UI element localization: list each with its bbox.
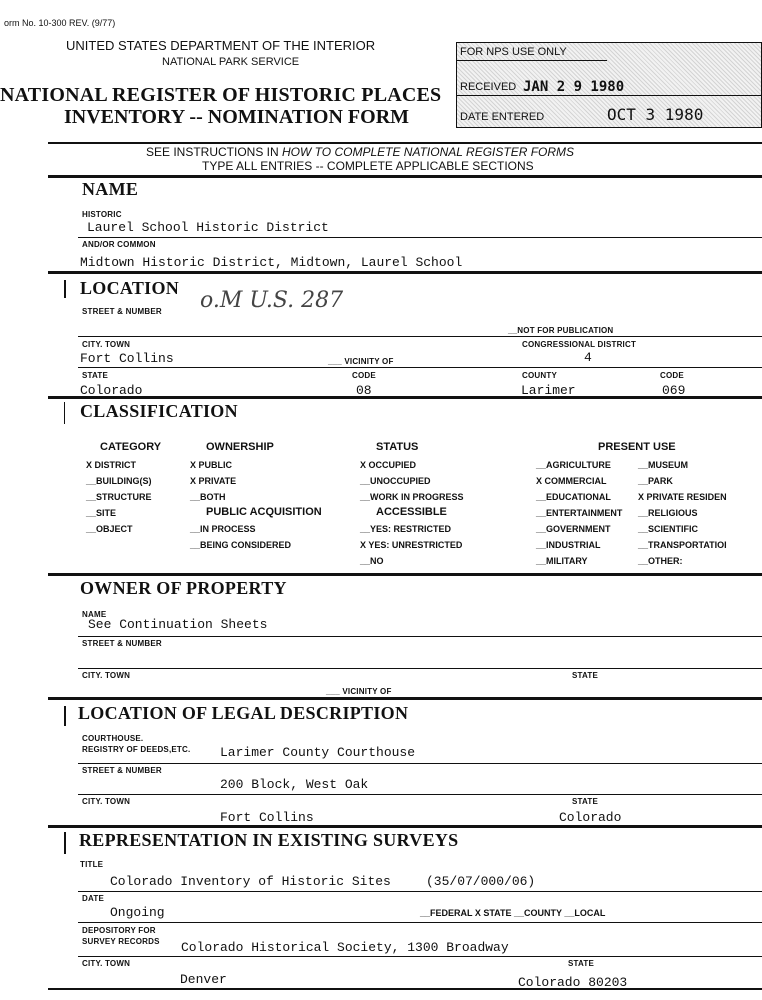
survey-date-field: Ongoing (110, 905, 165, 920)
depository-label-1: DEPOSITORY FOR (82, 926, 156, 935)
category-site: __SITE (86, 508, 117, 518)
owner-street-label: STREET & NUMBER (82, 639, 162, 648)
ownership-heading: OWNERSHIP (206, 441, 274, 453)
form-title-line2: INVENTORY -- NOMINATION FORM (64, 106, 410, 128)
use-park: __PARK (638, 476, 673, 486)
ownership-public: X PUBLIC (190, 460, 233, 470)
use-educational: __EDUCATIONAL (536, 492, 611, 502)
public-acquisition-heading: PUBLIC ACQUISITION (206, 506, 322, 518)
received-label: RECEIVED (460, 81, 517, 93)
legal-city-field: Fort Collins (220, 810, 314, 825)
owner-name-label: NAME (82, 610, 107, 619)
legal-state-label: STATE (572, 797, 599, 806)
survey-city-field: Denver (180, 972, 227, 987)
category-structure: __STRUCTURE (86, 492, 152, 502)
depository-field: Colorado Historical Society, 1300 Broadway (181, 940, 509, 955)
service-name: NATIONAL PARK SERVICE (162, 56, 300, 68)
owner-state-label: STATE (572, 671, 599, 680)
category-buildings: __BUILDING(S) (86, 476, 152, 486)
use-transportation: __TRANSPORTATIOI (638, 540, 727, 550)
ownership-private: X PRIVATE (190, 476, 237, 486)
classification-heading: CLASSIFICATION (80, 401, 238, 421)
instructions-line1: SEE INSTRUCTIONS IN HOW TO COMPLETE NATIONAL REGISTER FORMS (146, 145, 575, 159)
location-heading: LOCATION (80, 278, 180, 298)
use-scientific: __SCIENTIFIC (638, 524, 699, 534)
survey-title-label: TITLE (80, 860, 104, 869)
state-code-field: 08 (356, 383, 372, 398)
accessible-no: __NO (360, 556, 384, 566)
date-entered-stamp: OCT 3 1980 (607, 105, 704, 124)
state-field: Colorado (80, 383, 143, 398)
survey-title-field: Colorado Inventory of Historic Sites (110, 874, 391, 889)
courthouse-label: COURTHOUSE. (82, 734, 144, 743)
county-code-field: 069 (662, 383, 686, 398)
depository-label-2: SURVEY RECORDS (82, 937, 160, 946)
category-heading: CATEGORY (100, 441, 162, 453)
category-object: __OBJECT (86, 524, 133, 534)
form-number: orm No. 10-300 REV. (9/77) (4, 18, 116, 28)
nps-use-box (456, 42, 762, 128)
courthouse-field: Larimer County Courthouse (220, 745, 416, 760)
use-industrial: __INDUSTRIAL (536, 540, 601, 550)
use-entertainment: __ENTERTAINMENT (536, 508, 623, 518)
use-agriculture: __AGRICULTURE (536, 460, 611, 470)
form-title-line1: NATIONAL REGISTER OF HISTORIC PLACES (0, 84, 442, 106)
congressional-district-field: 4 (584, 350, 592, 365)
owner-city-label: CITY. TOWN (82, 671, 131, 680)
legal-city-label: CITY. TOWN (82, 797, 131, 806)
survey-city-label: CITY. TOWN (82, 959, 131, 968)
legal-street-field: 200 Block, West Oak (220, 777, 369, 792)
use-religious: __RELIGIOUS (638, 508, 698, 518)
status-unoccupied: __UNOCCUPIED (360, 476, 431, 486)
ownership-both: __BOTH (190, 492, 226, 502)
survey-state-label: STATE (568, 959, 595, 968)
acquisition-being-considered: __BEING CONSIDERED (190, 540, 292, 550)
department-name: UNITED STATES DEPARTMENT OF THE INTERIOR (66, 38, 376, 53)
use-other: __OTHER: (638, 556, 683, 566)
county-code-label: CODE (660, 371, 684, 380)
survey-code-field: (35/07/000/06) (426, 874, 536, 889)
acquisition-in-process: __IN PROCESS (190, 524, 256, 534)
received-stamp: JAN 2 9 1980 (523, 79, 625, 95)
county-label: COUNTY (522, 371, 557, 380)
present-use-heading: PRESENT USE (598, 441, 676, 453)
use-museum: __MUSEUM (638, 460, 689, 470)
historic-label: HISTORIC (82, 210, 122, 219)
street-handwritten-note: o.M U.S. 287 (200, 288, 344, 313)
category-district: X DISTRICT (86, 460, 137, 470)
date-entered-label: DATE ENTERED (460, 111, 545, 123)
not-for-publication: __NOT FOR PUBLICATION (508, 326, 614, 335)
status-occupied: X OCCUPIED (360, 460, 417, 470)
legal-description-heading: LOCATION OF LEGAL DESCRIPTION (78, 703, 409, 723)
accessible-restricted: __YES: RESTRICTED (360, 524, 452, 534)
city-label: CITY. TOWN (82, 340, 131, 349)
name-heading: NAME (82, 179, 139, 199)
common-name-label: AND/OR COMMON (82, 240, 156, 249)
congressional-district-label: CONGRESSIONAL DISTRICT (522, 340, 637, 349)
legal-state-field: Colorado (559, 810, 622, 825)
code-label: CODE (352, 371, 376, 380)
accessible-heading: ACCESSIBLE (376, 506, 447, 518)
owner-name-field: See Continuation Sheets (88, 617, 268, 632)
survey-state-field: Colorado 80203 (518, 975, 628, 990)
owner-vicinity-of: ___ VICINITY OF (326, 687, 392, 696)
instructions-line2: TYPE ALL ENTRIES -- COMPLETE APPLICABLE SECTIONS (202, 159, 534, 173)
surveys-heading: REPRESENTATION IN EXISTING SURVEYS (79, 830, 459, 850)
survey-levels: __FEDERAL X STATE __COUNTY __LOCAL (420, 908, 606, 918)
status-work-in-progress: __WORK IN PROGRESS (360, 492, 464, 502)
county-field: Larimer (521, 383, 576, 398)
common-name-field: Midtown Historic District, Midtown, Laurel School (80, 255, 463, 270)
use-commercial: X COMMERCIAL (536, 476, 607, 486)
registry-label: REGISTRY OF DEEDS,ETC. (82, 745, 191, 754)
nps-box-label: FOR NPS USE ONLY (460, 46, 567, 58)
use-private-residence: X PRIVATE RESIDEN (638, 492, 727, 502)
street-number-label: STREET & NUMBER (82, 307, 162, 316)
state-label: STATE (82, 371, 109, 380)
status-heading: STATUS (376, 441, 419, 453)
accessible-unrestricted: X YES: UNRESTRICTED (360, 540, 463, 550)
vicinity-of: ___ VICINITY OF (328, 357, 394, 366)
survey-date-label: DATE (82, 894, 104, 903)
owner-heading: OWNER OF PROPERTY (80, 578, 287, 598)
legal-street-label: STREET & NUMBER (82, 766, 162, 775)
use-government: __GOVERNMENT (536, 524, 611, 534)
historic-name-field: Laurel School Historic District (87, 220, 329, 235)
city-field: Fort Collins (80, 351, 174, 366)
use-military: __MILITARY (536, 556, 588, 566)
